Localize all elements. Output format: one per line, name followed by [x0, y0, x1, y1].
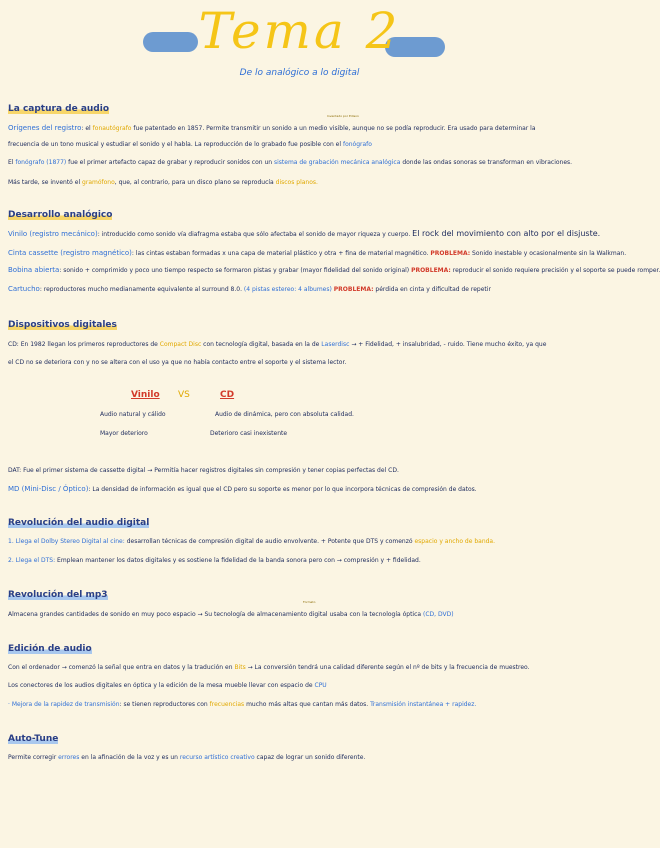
text-line: El fonógrafo (1877) fue el primer artefacto capaz de grabar y reproducir sonidos con un sistema de grabación mecánica analógica donde las ondas sonoras se transforman en vibraciones. — [8, 159, 573, 166]
text-line: 2. Llega el DTS: Emplean mantener los datos digitales y es sostiene la fidelidad de la banda sonora pero con → compresión y + fidelidad. — [8, 557, 421, 564]
section-heading-autotune: Auto-Tune — [8, 734, 59, 744]
compare-cd-1: Audio de dinámica, pero con absoluta calidad. — [215, 411, 354, 418]
compare-vinilo-heading: Vinilo — [131, 390, 160, 400]
text-line: Almacena grandes cantidades de sonido en muy poco espacio → Su tecnología de almacenamiento digital usaba con la tecnología óptica (CD, DVD) — [8, 611, 454, 618]
text-line: · Mejora de la rapidez de transmisión: se tienen reproductores con frecuencias mucho más altas que cantan más datos. Transmisión instantánea + rapidez. — [8, 701, 477, 708]
text-line: frecuencia de un tono musical y estudiar el sonido y el habla. La reproducción de lo grabado fue posible con el fonógrafo — [8, 141, 372, 148]
text-line-md: MD (Mini-Disc / Óptico): La densidad de información es igual que el CD pero su soporte es menor por lo que incorpora técnicas de compresión de datos. — [8, 485, 477, 493]
compare-vs: VS — [178, 390, 190, 400]
text-line: el CD no se deteriora con y no se altera con el uso ya que no había contacto entre el soporte y el sistema lector. — [8, 359, 347, 366]
text-line-bobina: Bobina abierta: sonido + comprimido y poco uno tiempo respecto se formaron pistas y grabar (mayor fidelidad del sonido original) PROBLEMA: reproducir el sonido requiere precisión y el soporte se puede romper. — [8, 266, 660, 274]
section-heading-digitales: Dispositivos digitales — [8, 320, 117, 330]
text-line: Más tarde, se inventó el gramófono, que, al contrario, para un disco plano se reproducía discos planos. — [8, 179, 318, 186]
text-line: Los conectores de los audios digitales en óptica y la edición de la mesa mueble llevar con espacio de CPU — [8, 682, 327, 689]
text-line: Orígenes del registro: el fonautógrafo fue patentado en 1857. Permite transmitir un sonido a un medio visible, aunque no se podía reproducir. Era usado para determinar la — [8, 124, 536, 132]
margin-note-edison: Inventado por Edison — [327, 114, 359, 118]
section-heading-analogico: Desarrollo analógico — [8, 210, 113, 220]
text-line-vinilo: Vinilo (registro mecánico): introducido como sonido vía diafragma estaba que sólo afectaba el sonido de mayor riqueza y cuerpo. El rock del movimiento con alto por el disjuste. — [8, 229, 601, 238]
page-subtitle: De lo analógico a lo digital — [239, 68, 360, 78]
section-heading-mp3: Revolución del mp3 — [8, 590, 108, 600]
text-line: 1. Llega el Dolby Stereo Digital al cine: desarrollan técnicas de compresión digital de audio envolvente. + Potente que DTS y comenzó espacio y ancho de banda. — [8, 538, 496, 545]
compare-cd-heading: CD — [220, 390, 235, 400]
compare-vinilo-1: Audio natural y cálido — [100, 411, 166, 418]
compare-cd-2: Deterioro casi inexistente — [210, 430, 288, 437]
text-line-cd: CD: En 1982 llegan los primeros reproductores de Compact Disc con tecnología digital, basada en la de Laserdisc → + Fidelidad, + insalubridad, - ruido. Tiene mucho éxito, ya que — [8, 341, 547, 348]
text-line-cartucho: Cartucho: reproductores mucho medianamente equivalente al surround 8.0. (4 pistas estereo: 4 albumes) PROBLEMA: pérdida en cinta y dificultad de repetir — [8, 285, 491, 293]
section-heading-revolucion-digital: Revolución del audio digital — [8, 518, 150, 528]
compare-vinilo-2: Mayor deterioro — [100, 430, 148, 437]
text-line: Con el ordenador → comenzó la señal que entra en datos y la tradución en Bits → La conversión tendrá una calidad diferente según el nº de bits y la frecuencia de muestreo. — [8, 664, 530, 671]
section-heading-captura: La captura de audio — [8, 104, 110, 114]
page-title: Tema 2 — [198, 2, 401, 60]
margin-note-formato: Formato — [303, 600, 316, 604]
text-line-cassette: Cinta cassette (registro magnético): las cintas estaban formadas x una capa de material plástico y otra + fina de material magnético. PROBLEMA: Sonido inestable y ocasionalmente sin la Walkman. — [8, 249, 627, 257]
text-line: Permite corregir errores en la afinación de la voz y es un recurso artístico creativo capaz de lograr un sonido diferente. — [8, 754, 366, 761]
text-line-dat: DAT: Fue el primer sistema de cassette digital → Permitía hacer registros digitales sin compresión y tener copias perfectas del CD. — [8, 467, 399, 474]
section-heading-edicion: Edición de audio — [8, 644, 92, 654]
